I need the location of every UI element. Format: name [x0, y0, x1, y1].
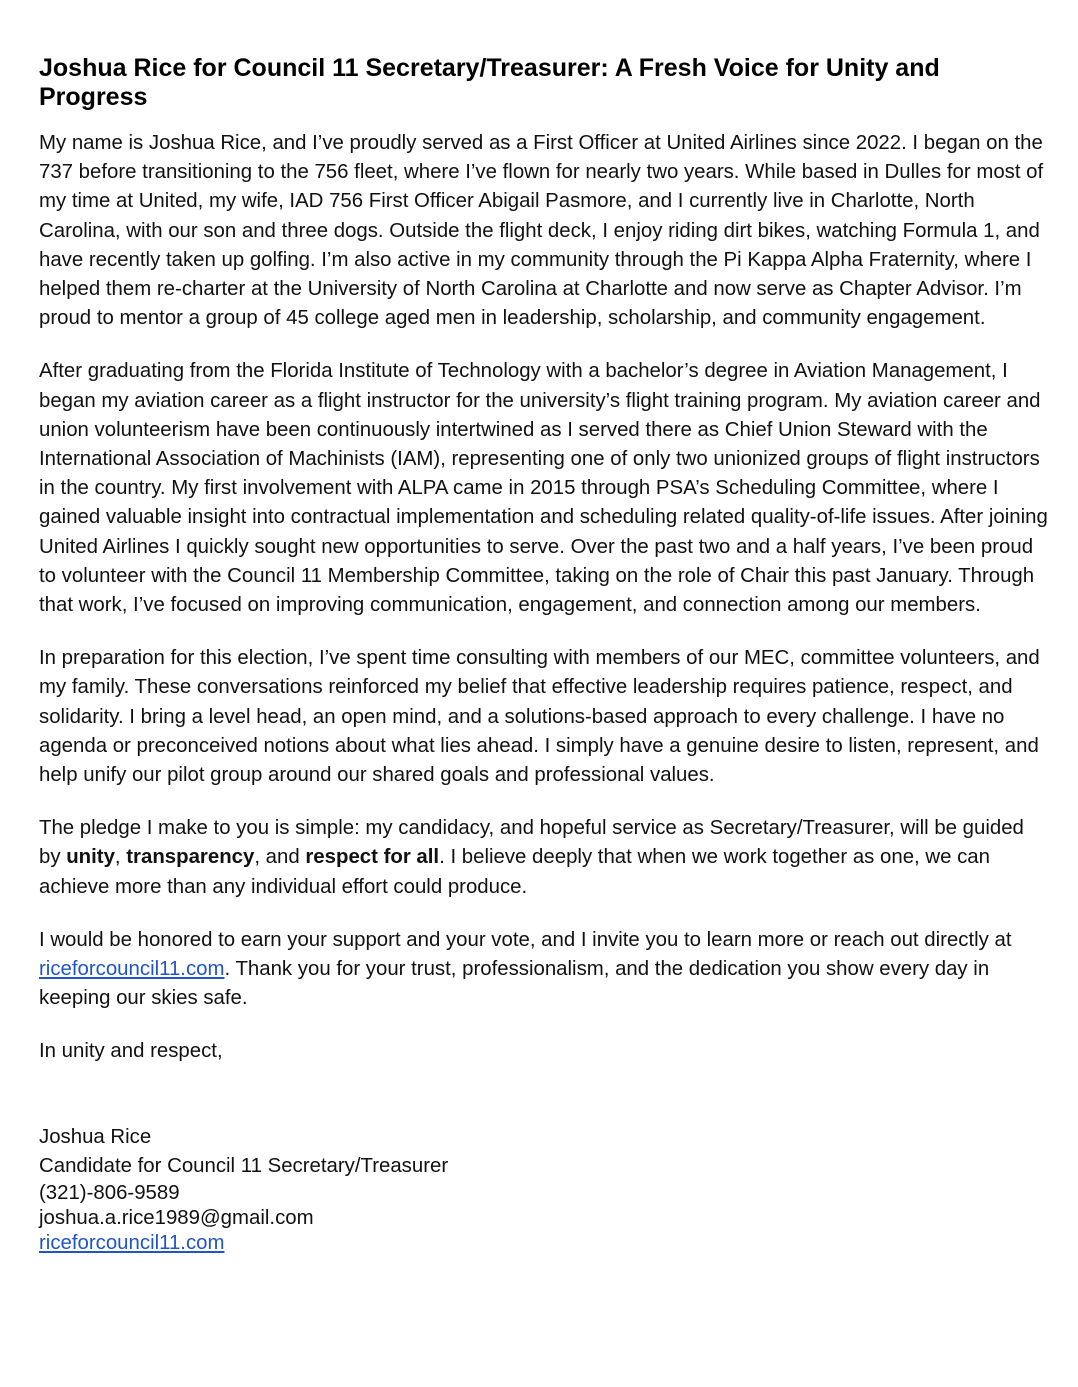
pledge-text-1: The pledge I make to you is simple: my candidacy, and hopeful service as Secretary/Treasurer, will be guided by [39, 817, 1024, 869]
signature-website-link[interactable]: riceforcouncil11.com [39, 1231, 225, 1254]
signature-role: Candidate for Council 11 Secretary/Treasurer [39, 1154, 449, 1177]
paragraph-introduction: My name is Joshua Rice, and I’ve proudly served as a First Officer at United Airlines since 2022. I began on the 737 before transitioning to the 756 fleet, where I’ve flown for nearly two years. While based in Dulles for most of my time at United, my wife, IAD 756 First Officer Abigail Pasmore, and I currently live in Charlotte, North Carolina, with our son and three dogs. Outside the flight deck, I enjoy riding dirt bikes, watching Formula 1, and have recently taken up golfing. I’m also active in my community through the Pi Kappa Alpha Fraternity, where I helped them re-charter at the University of North Carolina at Charlotte and now serve as Chapter Advisor. I’m proud to mentor a group of 45 college aged men in leadership, scholarship, and community engagement. [39, 132, 1044, 330]
invitation-text-1: I would be honored to earn your support and your vote, and I invite you to learn more or reach out directly at [39, 928, 1012, 951]
pledge-respect: respect for all [305, 846, 440, 869]
pledge-text-4: . I believe deeply that when we work together as one, we can achieve more than any individual effort could produce. [39, 846, 990, 898]
paragraph-preparation: In preparation for this election, I’ve spent time consulting with members of our MEC, committee volunteers, and my family. These conversations reinforced my belief that effective leadership requires patience, respect, and solidarity. I bring a level head, an open mind, and a solutions-based approach to every challenge. I have no agenda or preconceived notions about what lies ahead. I simply have a genuine desire to listen, represent, and help unify our pilot group around our shared goals and professional values. [39, 647, 1040, 787]
paragraph-pledge [39, 814, 1049, 902]
invitation-text-2: . Thank you for your trust, professionalism, and the dedication you show every day in keeping our skies safe. [39, 958, 990, 1010]
pledge-unity: unity [66, 846, 115, 869]
paragraph-invitation [39, 926, 1049, 1014]
signature-phone: (321)-806-9589 [39, 1181, 180, 1204]
page-title: Joshua Rice for Council 11 Secretary/Treasurer: A Fresh Voice for Unity and Progress [39, 54, 940, 111]
signature-block [39, 1123, 1049, 1256]
paragraph-background: After graduating from the Florida Institute of Technology with a bachelor’s degree in Aviation Management, I began my aviation career as a flight instructor for the university’s flight training program. My aviation career and union volunteerism have been continuously intertwined as I served there as Chief Union Steward with the International Association of Machinists (IAM), representing one of only two unionized groups of flight instructors in the country. My first involvement with ALPA came in 2015 through PSA’s Scheduling Committee, where I gained valuable insight into contractual implementation and scheduling related quality-of-life issues. After joining United Airlines I quickly sought new opportunities to serve. Over the past two and a half years, I’ve been proud to volunteer with the Council 11 Membership Committee, taking on the role of Chair this past January. Through that work, I’ve focused on improving communication, engagement, and connection among our members. [39, 360, 1048, 617]
signature-name: Joshua Rice [39, 1125, 152, 1148]
closing-salutation: In unity and respect, [39, 1040, 223, 1063]
letter-page [39, 54, 1049, 1256]
signature-email: joshua.a.rice1989@gmail.com [39, 1206, 314, 1229]
pledge-transparency: transparency [126, 846, 255, 869]
pledge-text-2: , [114, 846, 127, 869]
pledge-text-3: , and [254, 846, 306, 869]
website-link-inline[interactable]: riceforcouncil11.com [39, 958, 225, 981]
